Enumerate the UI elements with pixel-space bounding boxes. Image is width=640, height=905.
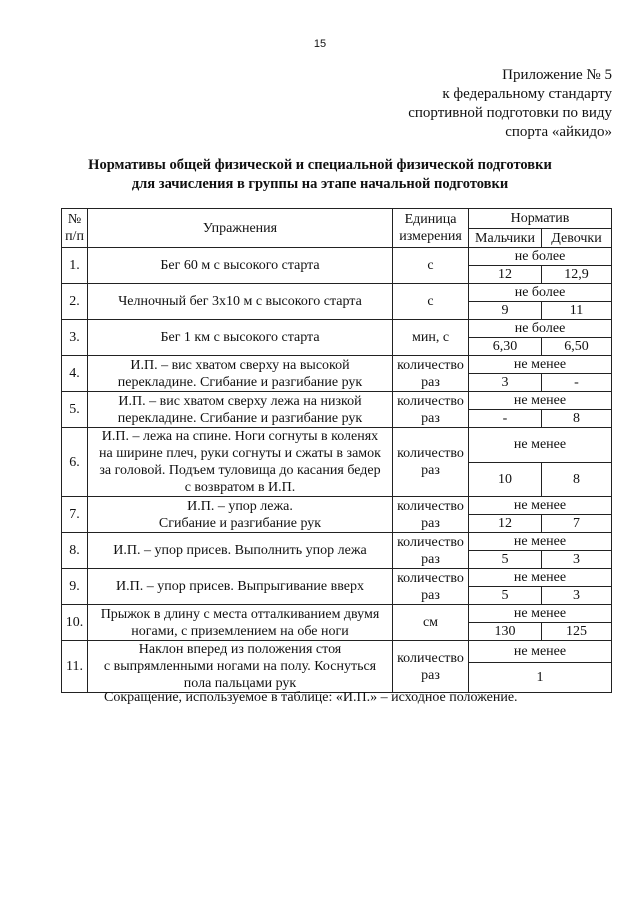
exercise-line: И.П. – лежа на спине. Ноги согнуты в коленях [101,429,379,444]
header-num-line1: № [67,212,82,227]
norm-value-boys: 5 [469,551,542,569]
norm-value-boys: 12 [469,515,542,533]
header-unit-line2: измерения [399,229,462,244]
exercise-cell [88,356,393,392]
header-unit-cell [393,209,469,248]
exercise-line: на ширине плеч, руки согнуты и сжаты в замок [99,446,381,461]
norm-value-boys: 6,30 [469,338,542,356]
exercise-line: с выпрямленными ногами на полу. Коснуться [103,659,377,674]
exercise-line: И.П. – упор лежа. [187,498,293,514]
row-number: 7. [62,497,88,533]
header-norm: Норматив [469,209,612,229]
norm-value-girls: 7 [542,515,612,533]
unit-line: раз [421,587,440,603]
unit-line: количество [397,393,464,409]
unit-line: мин, с [411,330,450,345]
header-num-line2: п/п [65,229,84,244]
norm-value-merged: 1 [469,663,612,693]
exercise-line: Бег 60 м с высокого старта [160,258,320,273]
document-title [0,156,640,194]
norm-value-girls: 12,9 [542,266,612,284]
norm-value-boys: 130 [469,623,542,641]
row-number: 6. [62,428,88,497]
row-number: 9. [62,569,88,605]
exercise-line: Сгибание и разгибание рук [158,515,322,531]
exercise-line: Бег 1 км с высокого старта [160,330,320,345]
row-number: 11. [62,641,88,693]
exercise-cell [88,248,393,284]
appendix-line: спортивной подготовки по виду [408,105,612,121]
unit-cell [393,605,469,641]
norm-condition: не менее [469,533,612,551]
norm-condition: не менее [469,605,612,623]
norm-condition: не более [469,248,612,266]
unit-cell [393,248,469,284]
table-row [62,497,612,515]
exercise-line: Прыжок в длину с места отталкиванием двумя [100,606,380,622]
unit-line: количество [397,534,464,550]
norm-value-boys: 12 [469,266,542,284]
norm-value-boys: 10 [469,462,542,497]
unit-cell [393,497,469,533]
exercise-cell [88,497,393,533]
norm-condition: не менее [469,641,612,663]
page-number: 15 [313,38,327,50]
exercise-cell [88,569,393,605]
row-number: 5. [62,392,88,428]
unit-line: с [427,258,434,273]
exercise-line: Челночный бег 3х10 м с высокого старта [118,294,362,309]
unit-cell [393,569,469,605]
unit-line: раз [421,374,440,390]
appendix-line: Приложение № 5 [502,67,612,83]
norm-value-girls: 11 [542,302,612,320]
exercise-line: И.П. – вис хватом сверху лежа на низкой [118,393,362,409]
norm-condition: не менее [469,428,612,463]
table-row [62,533,612,551]
norm-condition: не более [469,284,612,302]
title-line: Нормативы общей физической и специальной физической подготовки [88,157,552,173]
footnote: Сокращение, используемое в таблице: «И.П.» – исходное положение. [104,690,518,705]
unit-cell [393,641,469,693]
unit-cell [393,428,469,497]
row-number: 4. [62,356,88,392]
row-number: 2. [62,284,88,320]
exercise-line: перекладине. Сгибание и разгибание рук [117,410,363,426]
norm-value-girls: 8 [542,462,612,497]
table-header-row [62,209,612,229]
unit-line: количество [397,650,464,666]
exercise-cell [88,605,393,641]
exercise-line: И.П. – вис хватом сверху на высокой [130,357,350,373]
unit-cell [393,320,469,356]
exercise-line: пола пальцами рук [183,676,297,691]
table-row [62,428,612,463]
header-boys: Мальчики [469,229,542,248]
exercise-line: с возвратом в И.П. [184,480,296,495]
norm-value-boys: - [469,410,542,428]
norm-value-boys: 3 [469,374,542,392]
norm-value-girls: 125 [542,623,612,641]
unit-cell [393,392,469,428]
norm-value-boys: 9 [469,302,542,320]
norm-condition: не менее [469,392,612,410]
header-num-cell [62,209,88,248]
row-number: 3. [62,320,88,356]
unit-line: см [422,615,439,630]
table-row [62,320,612,338]
exercise-cell [88,392,393,428]
table-row [62,641,612,663]
appendix-line: к федеральному стандарту [442,86,612,102]
table-row [62,284,612,302]
unit-line: раз [421,410,440,426]
appendix-line: спорта «айкидо» [505,124,612,140]
norm-condition: не менее [469,356,612,374]
unit-line: количество [397,357,464,373]
norm-value-girls: - [542,374,612,392]
norm-value-girls: 8 [542,410,612,428]
norm-value-girls: 3 [542,551,612,569]
table-row [62,569,612,587]
norm-value-girls: 3 [542,587,612,605]
unit-line: раз [421,463,440,478]
unit-cell [393,533,469,569]
norm-condition: не менее [469,497,612,515]
norm-condition: не более [469,320,612,338]
table-row [62,605,612,623]
row-number: 10. [62,605,88,641]
exercise-line: Наклон вперед из положения стоя [138,642,342,657]
table-row [62,248,612,266]
unit-line: с [427,294,434,309]
unit-line: раз [421,515,440,531]
unit-line: раз [421,667,440,683]
row-number: 8. [62,533,88,569]
exercise-line: И.П. – упор присев. Выпрыгивание вверх [116,579,364,594]
unit-line: количество [397,446,464,461]
unit-line: количество [397,498,464,514]
exercise-cell [88,641,393,693]
exercise-line: ногами, с приземлением на обе ноги [131,623,349,639]
exercise-line: И.П. – упор присев. Выполнить упор лежа [113,543,367,558]
unit-cell [393,356,469,392]
unit-cell [393,284,469,320]
header-exercise: Упражнения [88,209,393,248]
norms-table [61,208,612,693]
unit-line: раз [421,551,440,567]
table-row [62,392,612,410]
appendix-block [408,66,612,142]
norm-value-boys: 5 [469,587,542,605]
norm-value-girls: 6,50 [542,338,612,356]
row-number: 1. [62,248,88,284]
exercise-cell [88,320,393,356]
norm-condition: не менее [469,569,612,587]
header-unit-line1: Единица [404,212,457,227]
exercise-cell [88,428,393,497]
exercise-line: перекладине. Сгибание и разгибание рук [117,374,363,390]
table-row [62,356,612,374]
exercise-cell [88,533,393,569]
exercise-cell [88,284,393,320]
title-line: для зачисления в группы на этапе начальной подготовки [131,176,509,192]
header-girls: Девочки [542,229,612,248]
exercise-line: за головой. Подъем туловища до касания бедер [99,463,381,478]
unit-line: количество [397,570,464,586]
